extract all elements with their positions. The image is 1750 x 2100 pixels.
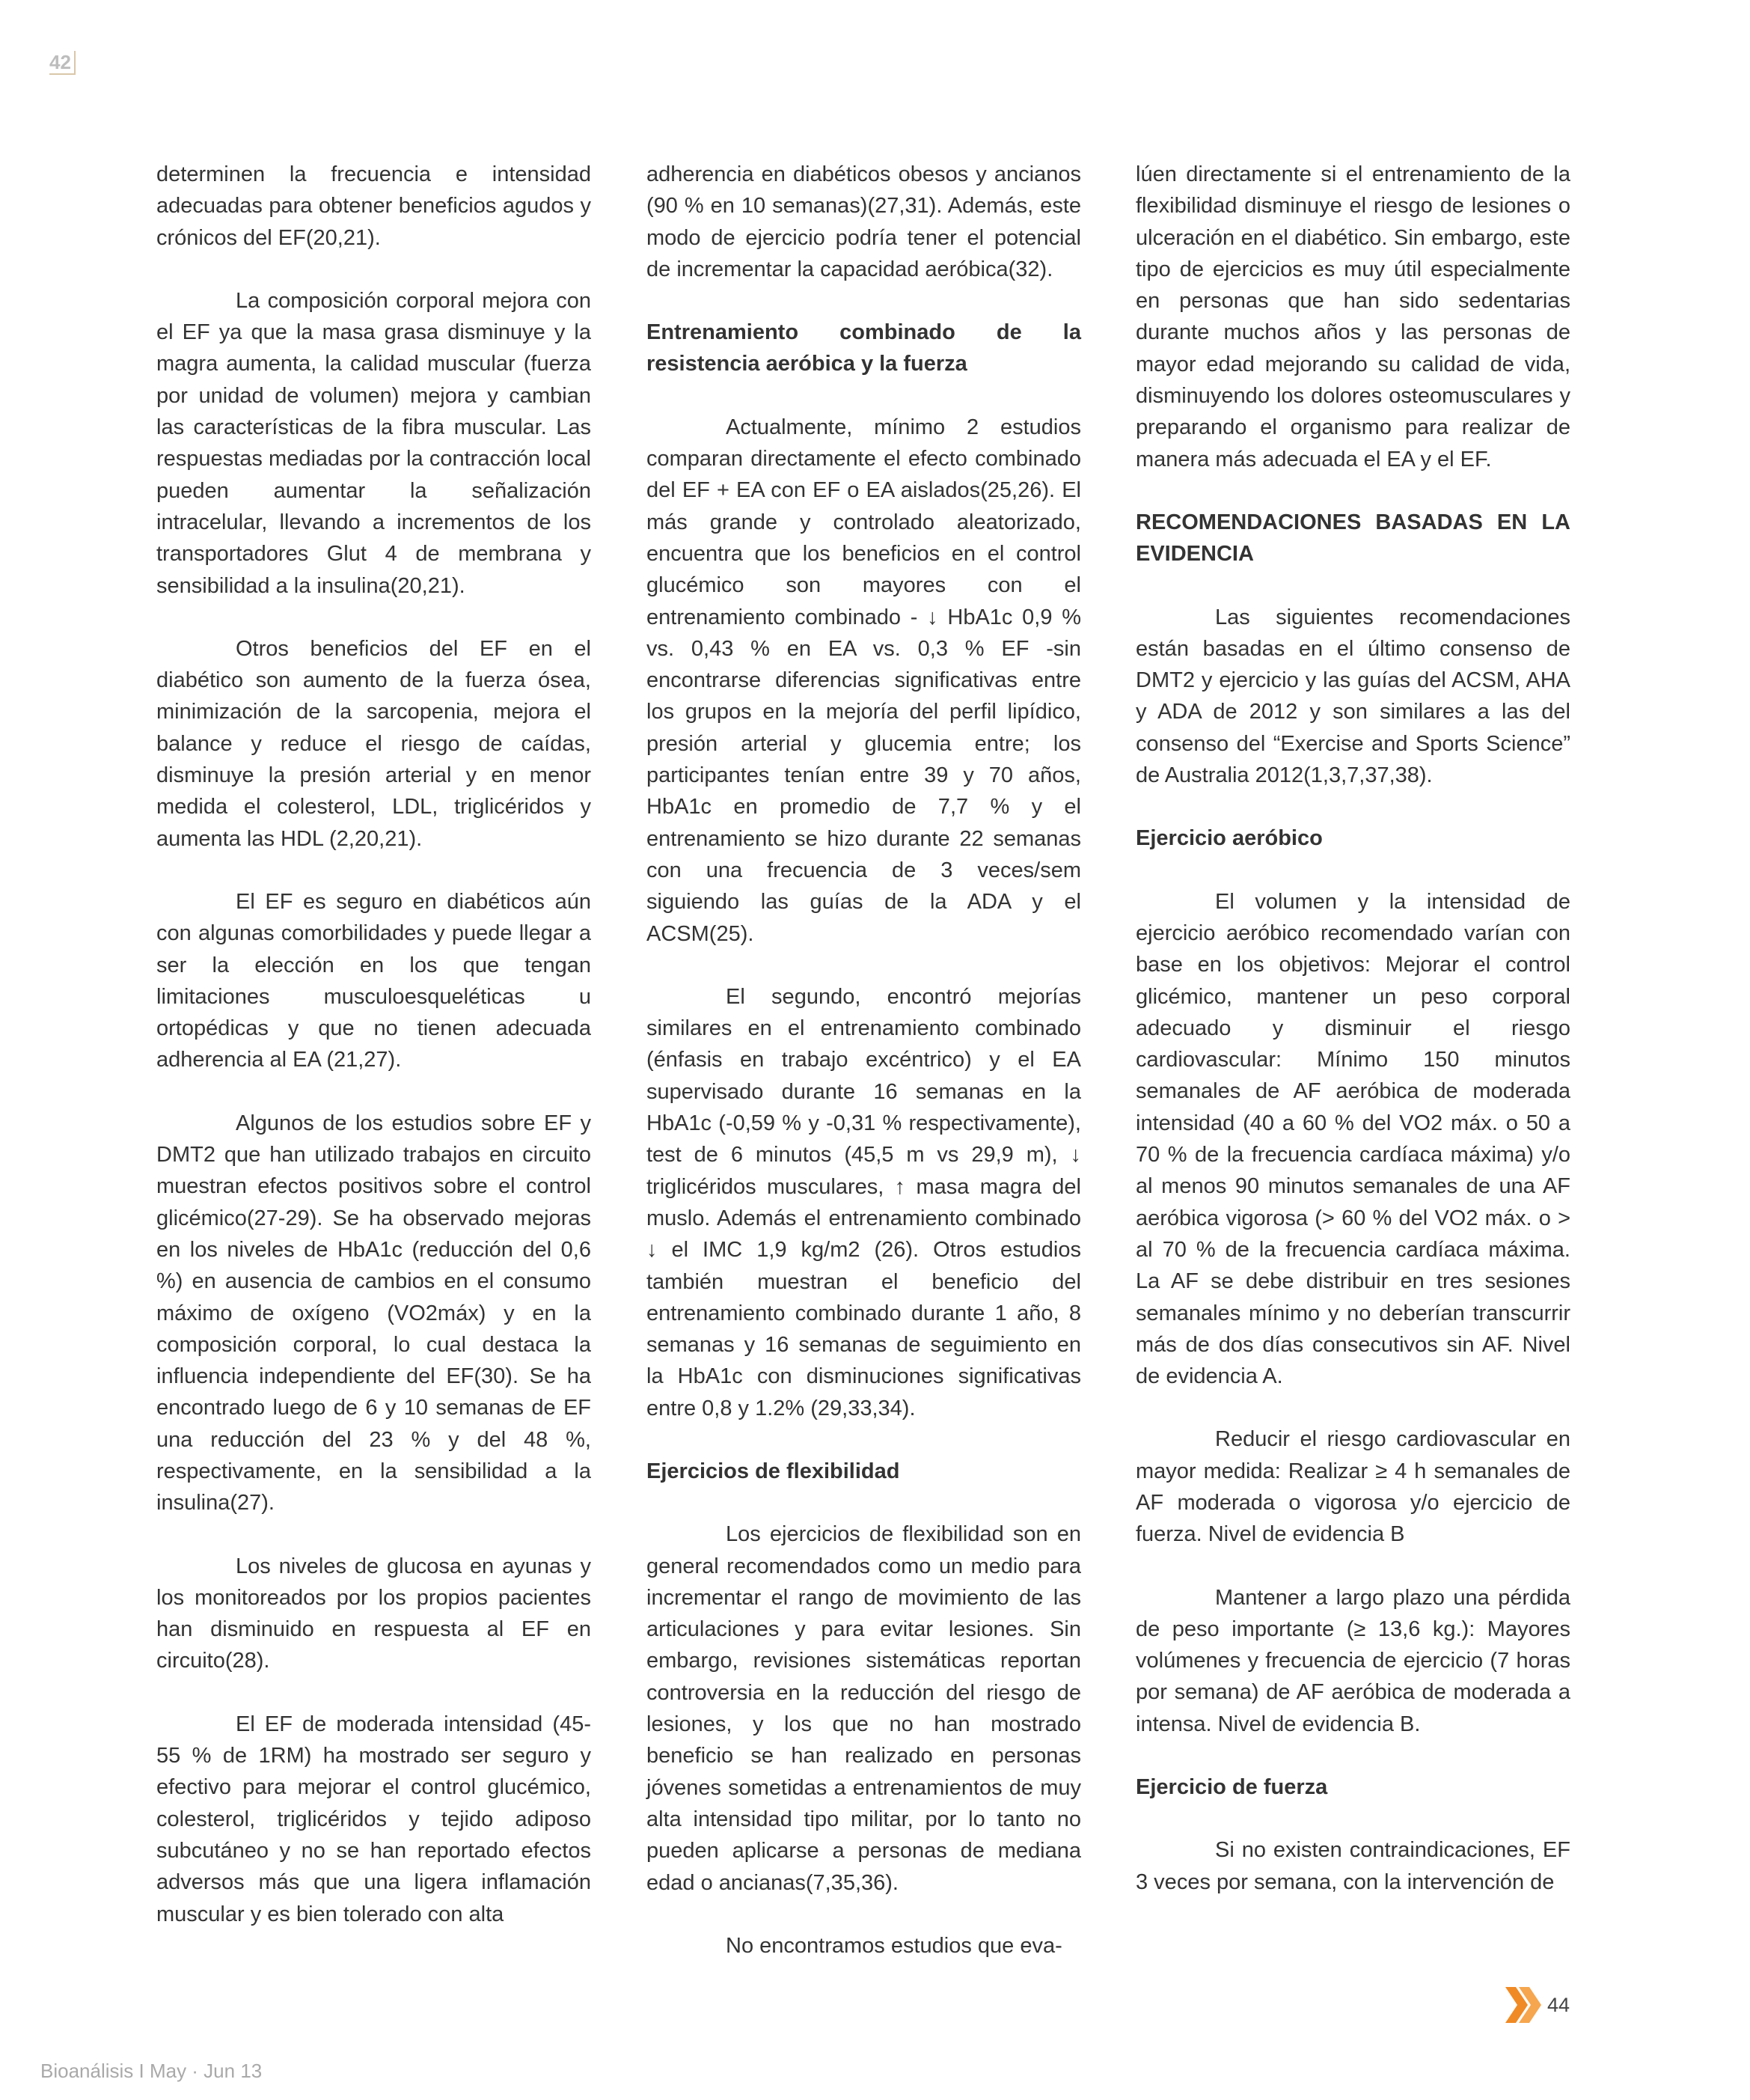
body-paragraph: Si no existen contraindicaciones, EF 3 veces por semana, con la intervención de	[1136, 1838, 1570, 1894]
body-paragraph: No encontramos estudios que eva-	[726, 1933, 1062, 1958]
body-paragraph: lúen directamente si el entrenamiento de la flexibilidad disminuye el riesgo de lesiones o ulceración en el diabético. Sin embargo, este tipo de ejercicios es muy útil especialmente en personas que han sido sedentarias durante muchos años y las personas de mayor edad mejorando su calidad de vida, disminuyendo los dolores osteomusculares y preparando el organismo para realizar de manera más adecuada el EA y el EF.	[1136, 162, 1570, 471]
footer-page-number: 44	[1547, 1994, 1570, 2016]
column-2	[646, 159, 1081, 1993]
header-page-number: 42	[49, 51, 76, 75]
column-3	[1136, 159, 1570, 1929]
body-paragraph: El segundo, encontró mejorías similares en el entrenamiento combinado (énfasis en trabajo excéntrico) y el EA supervisado durante 16 semanas en la HbA1c (-0,59 % y -0,31 % respectivamente), test de 6 minutos (45,5 m vs 29,9 m), ↓ triglicéridos musculares, ↑ masa magra del muslo. Además el entrenamiento combinado ↓ el IMC 1,9 kg/m2 (26). Otros estudios también muestran el beneficio del entrenamiento combinado durante 1 año, 8 semanas y 16 semanas de seguimiento en la HbA1c con disminuciones significativas entre 0,8 y 1.2% (29,33,34).	[646, 984, 1081, 1420]
body-paragraph: Otros beneficios del EF en el diabético son aumento de la fuerza ósea, minimización de la sarcopenia, mejora el balance y reduce el riesgo de caídas, disminuye la presión arterial y en menor medida el colesterol, LDL, triglicéridos y aumenta las HDL (2,20,21).	[156, 636, 591, 851]
section-heading: RECOMENDACIONES BASADAS EN LA EVIDENCIA	[1136, 510, 1570, 567]
section-heading: Ejercicio de fuerza	[1136, 1775, 1328, 1800]
body-paragraph: Mantener a largo plazo una pérdida de peso importante (≥ 13,6 kg.): Mayores volúmenes y frecuencia de ejercicio (7 horas por semana) de AF aeróbica de moderada a intensa. Nivel de evidencia B.	[1136, 1585, 1570, 1736]
body-paragraph: Los ejercicios de flexibilidad son en general recomendados como un medio para incrementar el rango de movimiento de las articulaciones y para evitar lesiones. Sin embargo, revisiones sistemáticas reportan controversia en la reducción del riesgo de lesiones, y los que no han mostrado beneficio se han realizado en personas jóvenes sometidas a entrenamientos de muy alta intensidad tipo militar, por lo tanto no pueden aplicarse a personas de mediana edad o ancianas(7,35,36).	[646, 1522, 1081, 1895]
body-paragraph: determinen la frecuencia e intensidad adecuadas para obtener beneficios agudos y crónicos del EF(20,21).	[156, 162, 591, 250]
section-heading: Ejercicios de flexibilidad	[646, 1459, 900, 1483]
body-paragraph: adherencia en diabéticos obesos y ancianos (90 % en 10 semanas)(27,31). Además, este modo de ejercicio podría tener el potencial de incrementar la capacidad aeróbica(32).	[646, 162, 1081, 281]
body-paragraph: La composición corporal mejora con el EF ya que la masa grasa disminuye y la magra aumenta, la calidad muscular (fuerza por unidad de volumen) mejora y cambian las características de la fibra muscular. Las respuestas mediadas por la contracción local pueden aumentar la señalización intracelular, llevando a incrementos de los transportadores Glut 4 de membrana y sensibilidad a la insulina(20,21).	[156, 288, 591, 598]
body-paragraph: Reducir el riesgo cardiovascular en mayor medida: Realizar ≥ 4 h semanales de AF moderada o vigorosa y/o ejercicio de fuerza. Nivel de evidencia B	[1136, 1427, 1570, 1547]
section-heading: Entrenamiento combinado de la resistencia aeróbica y la fuerza	[646, 320, 1081, 376]
journal-footer: Bioanálisis I May · Jun 13	[40, 2060, 263, 2082]
body-paragraph: Actualmente, mínimo 2 estudios comparan directamente el efecto combinado del EF + EA con EF o EA aislados(25,26). El más grande y controlado aleatorizado, encuentra que los beneficios en el control glucémico son mayores con el entrenamiento combinado - ↓ HbA1c 0,9 % vs. 0,43 % en EA vs. 0,3 % EF -sin encontrarse diferencias significativas entre los grupos en la mejoría del perfil lipídico, presión arterial y glucemia entre; los participantes tenían entre 39 y 70 años, HbA1c en promedio de 7,7 % y el entrenamiento se hizo durante 22 semanas con una frecuencia de 3 veces/sem siguiendo las guías de la ADA y el ACSM(25).	[646, 415, 1081, 946]
column-1	[156, 159, 591, 1962]
double-chevron-right-icon	[1505, 1985, 1541, 2024]
body-paragraph: Algunos de los estudios sobre EF y DMT2 que han utilizado trabajos en circuito muestran efectos positivos sobre el control glicémico(27-29). Se ha observado mejoras en los niveles de HbA1c (reducción del 0,6 %) en ausencia de cambios en el consumo máximo de oxígeno (VO2máx) y en la composición corporal, lo cual destaca la influencia independiente del EF(30). Se ha encontrado luego de 6 y 10 semanas de EF una reducción del 23 % y del 48 %, respectivamente, en la sensibilidad a la insulina(27).	[156, 1111, 591, 1516]
body-paragraph: Las siguientes recomendaciones están basadas en el último consenso de DMT2 y ejercicio y las guías del ACSM, AHA y ADA de 2012 y son similares a las del consenso del “Exercise and Sports Science” de Australia 2012(1,3,7,37,38).	[1136, 605, 1570, 788]
body-paragraph: El EF de moderada intensidad (45-55 % de 1RM) ha mostrado ser seguro y efectivo para mejorar el control glucémico, colesterol, triglicéridos y tejido adiposo subcutáneo y no se han reportado efectos adversos más que una ligera inflamación muscular y es bien tolerado con alta	[156, 1712, 591, 1926]
section-heading: Ejercicio aeróbico	[1136, 826, 1323, 851]
body-paragraph: Los niveles de glucosa en ayunas y los monitoreados por los propios pacientes han disminuido en respuesta al EF en circuito(28).	[156, 1554, 591, 1673]
body-paragraph: El EF es seguro en diabéticos aún con algunas comorbilidades y puede llegar a ser la elección en los que tengan limitaciones musculoesqueléticas u ortopédicas y que no tienen adecuada adherencia al EA (21,27).	[156, 889, 591, 1072]
body-paragraph: El volumen y la intensidad de ejercicio aeróbico recomendado varían con base en los objetivos: Mejorar el control glicémico, mantener un peso corporal adecuado y disminuir el riesgo cardiovascular: Mínimo 150 minutos semanales de AF aeróbica de moderada intensidad (40 a 60 % del VO2 máx. o 50 a 70 % de la frecuencia cardíaca máxima) y/o al menos 90 minutos semanales de una AF aeróbica vigorosa (> 60 % del VO2 máx. o > al 70 % de la frecuencia cardíaca máxima. La AF se debe distribuir en tres sesiones semanales mínimo y no deberían transcurrir más de dos días consecutivos sin AF. Nivel de evidencia A.	[1136, 889, 1570, 1389]
